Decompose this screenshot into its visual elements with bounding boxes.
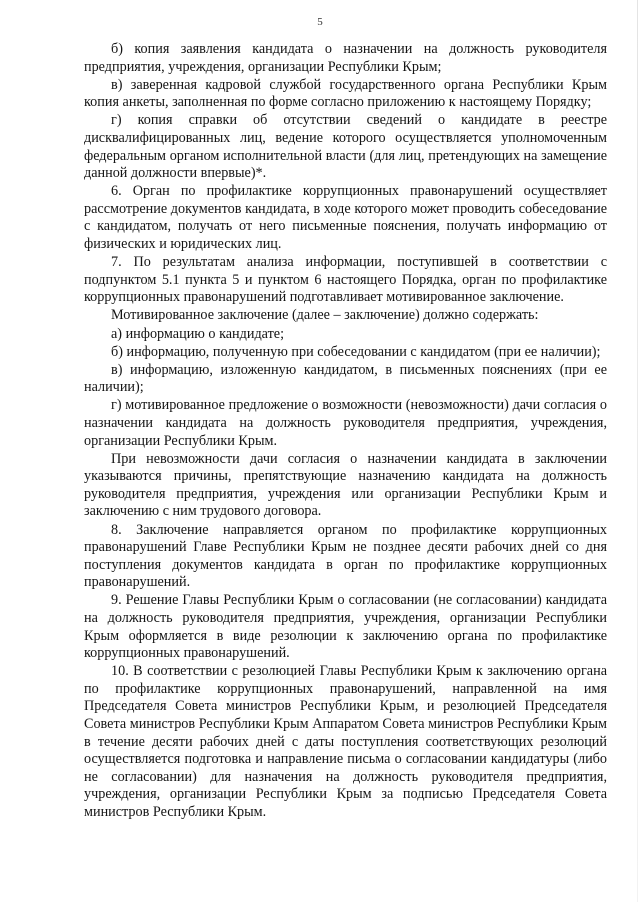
clause-8: 8. Заключение направляется органом по профилактике коррупционных правонарушений Главе Республики Крым не позднее десяти рабочих дней со дня поступления документов кандидата в орган по профилактике коррупционных правонарушений. [84,521,607,591]
scan-edge [637,0,638,902]
clause-10: 10. В соответствии с резолюцией Главы Республики Крым к заключению органа по профилактике коррупционных правонарушений, направленной на имя Председателя Совета министров Республики Крым, и резолюцией Председателя Совета министров Республики Крым Аппаратом Совета министров Республики Крым в течение десяти рабочих дней с даты поступления соответствующих резолюций осуществляется подготовка и направление письма о согласовании кандидатуры (либо не согласовании) для назначения на должность руководителя предприятия, учреждения, организации Республики Крым за подписью Председателя Совета министров Республики Крым. [84,663,607,821]
refusal-reasons-paragraph: При невозможности дачи согласия о назначении кандидата в заключении указываются причины, препятствующие назначению кандидата на должность руководителя предприятия, учреждения или организации Республики Крым и заключению с ним трудового договора. [84,450,607,520]
conclusion-item-a: а) информацию о кандидате; [111,325,285,342]
item-g-disqualification-certificate: г) копия справки об отсутствии сведений о кандидате в реестре дисквалифицированных лиц, ведение которого осуществляется уполномоченным федеральным органом исполнительной власти (для лиц, претендующих на замещение данной должности впервые)*. [84,112,607,182]
item-v-questionnaire-copy: в) заверенная кадровой службой государственного органа Республики Крым копия анкеты, заполненная по форме согласно приложению к настоящему Порядку; [84,76,607,111]
clause-6: 6. Орган по профилактике коррупционных правонарушений осуществляет рассмотрение документов кандидата, в ходе которого может проводить собеседование с кандидатом, получать от него письменные пояснения, получать информацию от физических и юридических лиц. [84,183,607,253]
conclusion-item-v: в) информацию, изложенную кандидатом, в письменных пояснениях (при ее наличии); [84,361,607,396]
conclusion-item-g: г) мотивированное предложение о возможности (невозможности) дачи согласия о назначении кандидата на должность руководителя предприятия, учреждения, организации Республики Крым. [84,397,607,449]
item-b-application-copy: б) копия заявления кандидата о назначении на должность руководителя предприятия, учреждения, организации Республики Крым; [84,41,607,75]
clause-9: 9. Решение Главы Республики Крым о согласовании (не согласовании) кандидата на должность руководителя предприятия, учреждения, организации Республики Крым оформляется в виде резолюции к заключению органа по профилактике коррупционных правонарушений. [84,592,607,662]
document-body [84,41,607,822]
clause-7: 7. По результатам анализа информации, поступившей в соответствии с подпунктом 5.1 пункта 5 и пунктом 6 настоящего Порядка, орган по профилактике коррупционных правонарушений подготавливает мотивированное заключение. [84,254,607,306]
page-number: 5 [317,16,323,28]
conclusion-contents-intro: Мотивированное заключение (далее – заключение) должно содержать: [111,307,539,324]
conclusion-item-b: б) информацию, полученную при собеседовании с кандидатом (при ее наличии); [111,343,601,360]
